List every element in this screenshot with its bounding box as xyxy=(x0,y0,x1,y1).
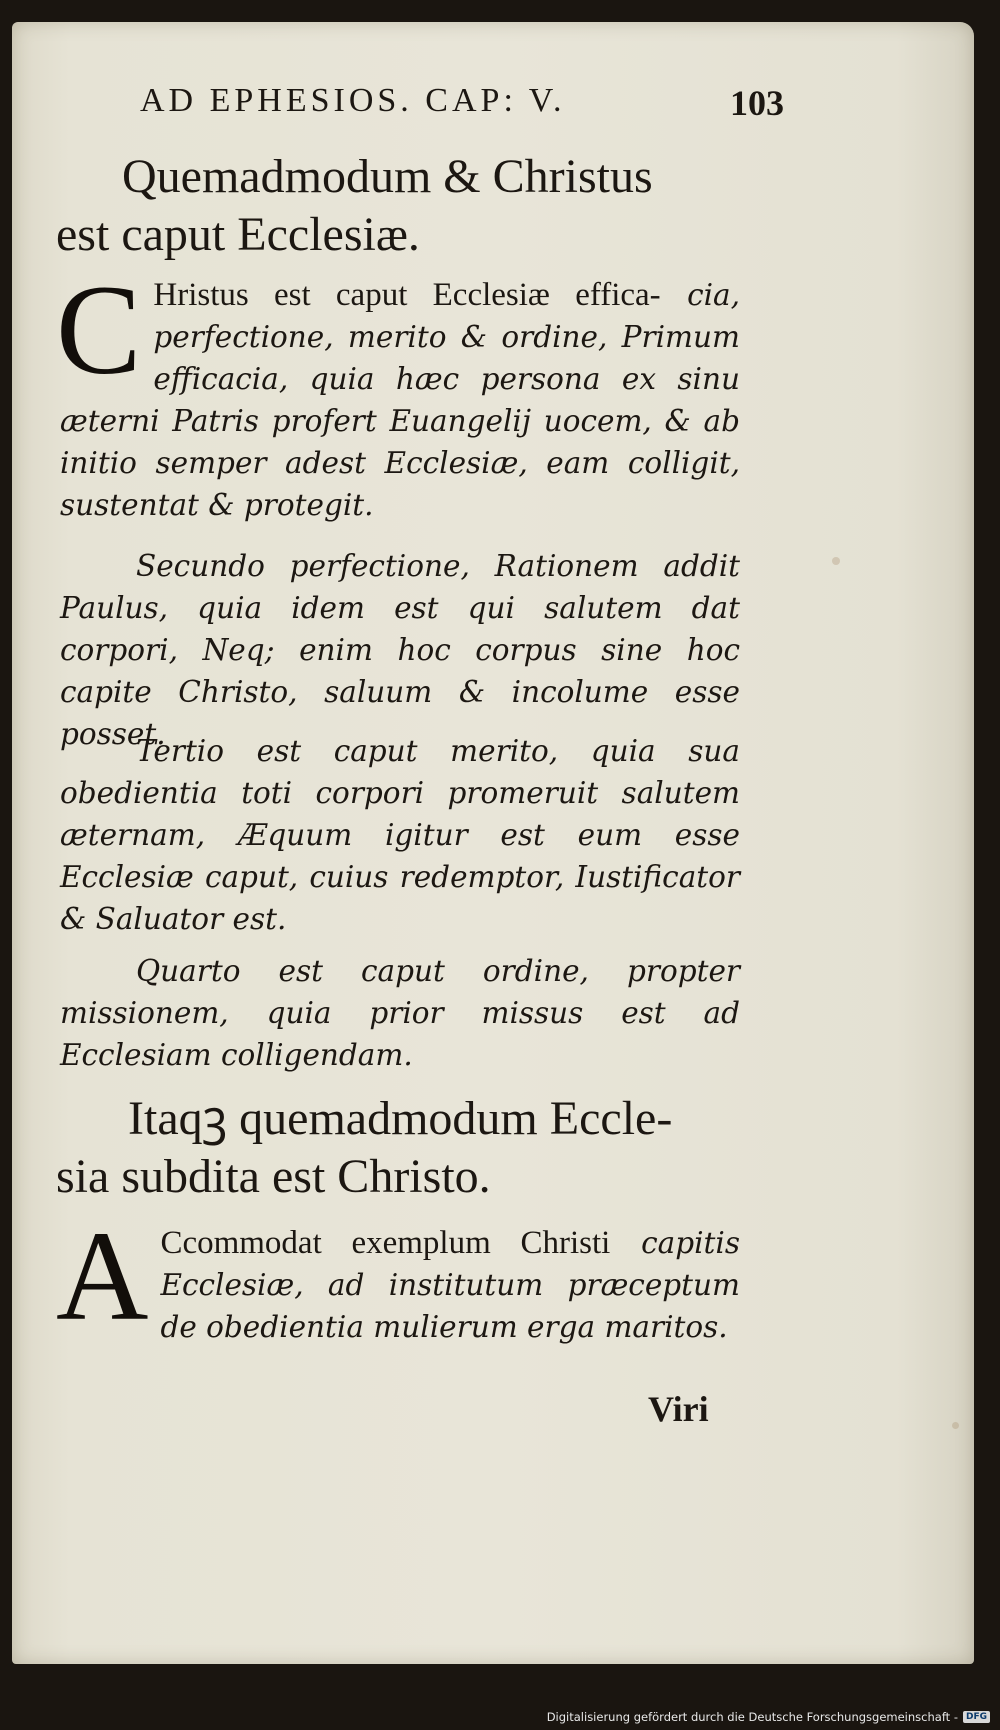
paragraph-3: Tertio est caput merito, quia sua obedientia toti corpori promeruit salutem æternam, Æquum igitur est eum esse Ecclesiæ caput, cuius redemptor, Iustificator & Saluator est. xyxy=(60,734,740,936)
section-heading-1 xyxy=(56,148,756,264)
paragraph-5-lead: Ccommodat exemplum Christi xyxy=(160,1225,611,1261)
heading-2-line-2: sia subdita est Christo. xyxy=(56,1150,491,1203)
ink-stain xyxy=(952,1422,959,1429)
section-heading-2 xyxy=(56,1090,756,1206)
catchword: Viri xyxy=(648,1389,709,1429)
paragraph-1-lead: Hristus est caput Ecclesiæ effica- xyxy=(153,277,661,313)
running-head: AD EPHESIOS. CAP: V. xyxy=(140,82,566,119)
heading-1-line-1: Quemadmodum & Christus xyxy=(122,150,653,203)
credit-text: Digitalisierung gefördert durch die Deutsche Forschungsgemeinschaft - xyxy=(546,1710,958,1724)
digitization-credit xyxy=(547,1710,990,1724)
paragraph-4: Quarto est caput ordine, propter missionem, quia prior missus est ad Ecclesiam colligendam. xyxy=(60,954,740,1072)
paragraph-2: Secundo perfectione, Rationem addit Paulus, quia idem est qui salutem dat corpori, Neq; enim hoc corpus sine hoc capite Christo, saluum & incolume esse posset. xyxy=(60,549,740,751)
drop-cap-a: A xyxy=(56,1205,149,1347)
paragraph-1 xyxy=(56,259,740,526)
heading-2-line-1: Itaqꝫ quemadmodum Eccle- xyxy=(128,1092,673,1145)
drop-cap-c: C xyxy=(56,259,142,401)
heading-1-line-2: est caput Ecclesiæ. xyxy=(56,208,420,261)
page-number: 103 xyxy=(730,83,784,123)
paragraph-5-text: capitis Ecclesiæ, ad institutum præceptum de obedientia mulierum erga maritos. xyxy=(160,1226,740,1344)
paragraph-5 xyxy=(56,1205,740,1348)
paragraph-1-text: cia, perfectione, merito & ordine, Primum efficacia, quia hæc persona ex sinu æterni Patris profert Euangelij uocem, & ab initio semper adest Ecclesiæ, eam colligit, sustentat & protegit. xyxy=(60,278,740,522)
ink-stain xyxy=(832,557,840,565)
dfg-logo-icon: DFG xyxy=(963,1711,990,1723)
